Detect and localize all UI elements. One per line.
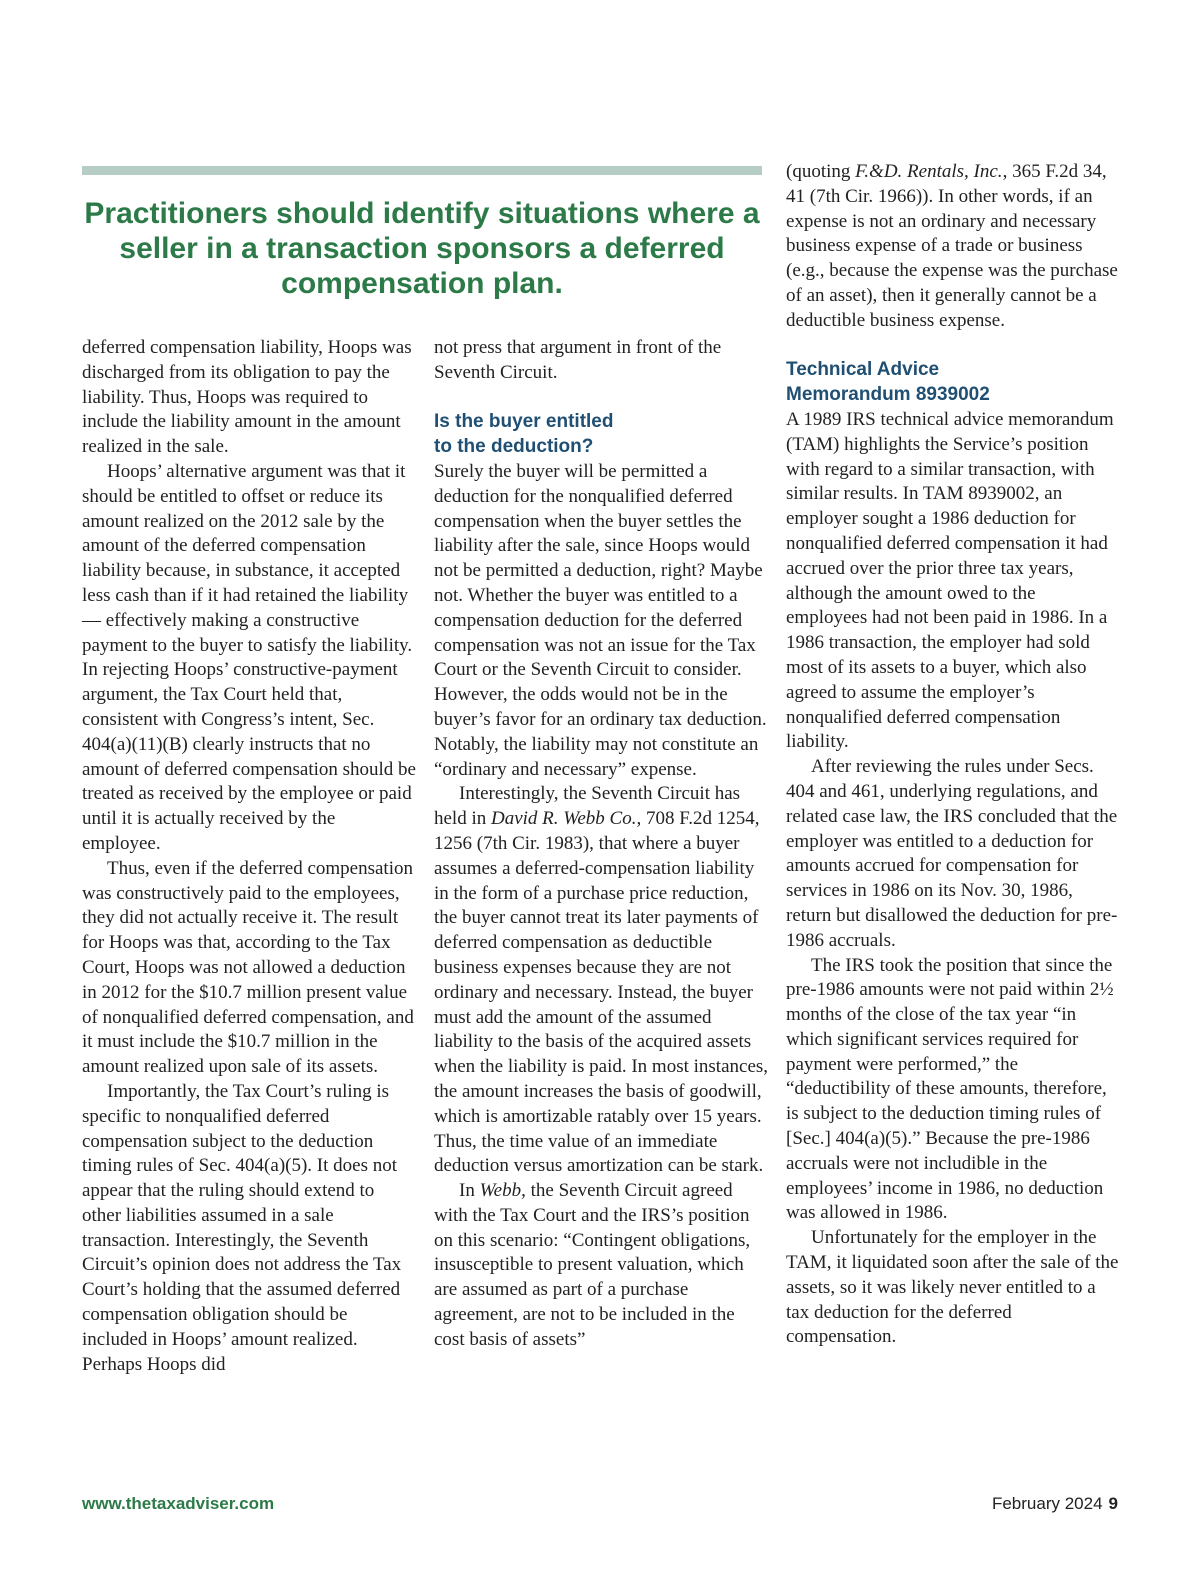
- paragraph: After reviewing the rules under Secs. 404 and 461, underlying regulations, and related case law, the IRS concluded that the employer was entitled to a deduction for amounts accrued for compensation for services in 1986 on its Nov. 30, 1986, return but disallowed the deduction for pre-1986 accruals.: [786, 756, 1118, 951]
- paragraph: Unfortunately for the employer in the TAM, it liquidated soon after the sale of the assets, so it was likely never entitled to a tax deduction for the deferred compensation.: [786, 1227, 1119, 1348]
- paragraph: not press that argument in front of the Seventh Circuit.: [434, 337, 722, 383]
- article-column-2: [434, 336, 769, 1353]
- pullquote-rule: [82, 166, 762, 175]
- paragraph: deferred compensation liability, Hoops was discharged from its obligation to pay the liability. Thus, Hoops was required to include the liability amount in the amount realized in the sale.: [82, 337, 412, 458]
- footer-issue: [992, 1494, 1118, 1514]
- case-citation: F.&D. Rentals, Inc.: [855, 161, 1003, 182]
- heading-line: Memorandum 8939002: [786, 384, 990, 406]
- section-heading-tam: [786, 358, 1121, 408]
- issue-date: February 2024: [991, 1494, 1103, 1513]
- heading-line: Technical Advice: [786, 359, 940, 381]
- paragraph: The IRS took the position that since the pre-1986 amounts were not paid within 2½ months of the close of the tax year “in which significant services required for payment were performed,” the “deductibility of these amounts, therefore, is subject to the deduction timing rules of [Sec.] 404(a)(5).” Because the pre-1986 accruals were not includible in the employees’ income in 1986, no deduction was allowed in 1986.: [786, 954, 1114, 1224]
- paragraph: A 1989 IRS technical advice memorandum (TAM) highlights the Service’s position with regard to a similar transaction, with similar results. In TAM 8939002, an employer sought a 1986 deduction for nonqualified deferred compensation it had accrued over the prior three tax years, although the amount owed to the employees had not been paid in 1986. In a 1986 transaction, the employer had sold most of its assets to a buyer, which also agreed to assume the employer’s nonqualified deferred compensation liability.: [786, 408, 1114, 753]
- text-run: 708 F.2d 1254, 1256 (7th Cir. 1983), that where a buyer assumes a deferred-compensation liability in the form of a purchase price reduction, the buyer cannot treat its later payments of deferred compensation as deductible business expenses because they are not ordinary and necessary. Instead, the buyer must add the amount of the assumed liability to the basis of the acquired assets when the liability is paid. In most instances, the amount increases the basis of goodwill, which is amortizable ratably over 15 years. Thus, the time value of an immediate deduction versus amortization can be stark.: [434, 808, 769, 1177]
- paragraph: [786, 160, 1121, 334]
- paragraph: [434, 1179, 769, 1353]
- footer-website-link[interactable]: www.thetaxadviser.com: [82, 1494, 275, 1513]
- paragraph: Surely the buyer will be permitted a deduction for the nonqualified deferred compensation when the buyer settles the liability after the sale, since Hoops would not be permitted a deduction, right? Maybe not. Whether the buyer was entitled to a compensation deduction for the deferred compensation was not an issue for the Tax Court or the Seventh Circuit to consider. However, the odds would not be in the buyer’s favor for an ordinary tax deduction. Notably, the liability may not constitute an “ordinary and necessary” expense.: [434, 460, 767, 780]
- text-run: In: [459, 1180, 480, 1202]
- paragraph: Thus, even if the deferred compensation was constructively paid to the employees, they did not actually receive it. The result for Hoops was that, according to the Tax Court, Hoops was not allowed a deduction in 2012 for the $10.7 million present value of nonqualified deferred compensation, and it must include the $10.7 million in the amount realized upon sale of its assets.: [82, 857, 414, 1078]
- paragraph: Hoops’ alternative argument was that it should be entitled to offset or reduce its amount realized on the 2012 sale by the amount of the deferred compensation liability because, in substance, it accepted less cash than if it had retained the liability — effectively making a constructive payment to the buyer to satisfy the liability. In rejecting Hoops’ constructive-payment argument, the Tax Court held that, consistent with Congress’s intent, Sec. 404(a)(11)(B) clearly instructs that no amount of deferred compensation should be treated as received by the employee or paid until it is actually received by the employee.: [82, 460, 416, 854]
- text-run: , the Seventh Circuit agreed with the Tax Court and the IRS’s position on this scenario: “Contingent obligations, insusceptible to present valuation, which are assumed as part of a purchase agreement, are not to be included in the cost basis of assets”: [434, 1180, 751, 1350]
- section-heading-buyer-deduction: [434, 410, 769, 460]
- text-run: , 365 F.2d 34, 41 (7th Cir. 1966)). In other words, if an expense is not an ordinary and necessary business expense of a trade or business (e.g., because the expense was the purchase of an asset), then it generally cannot be a deductible business expense.: [786, 161, 1118, 331]
- text-run: Interestingly, the Seventh Circuit has held in: [434, 783, 741, 830]
- page-number: 9: [1108, 1494, 1118, 1513]
- text-run: (quoting: [786, 161, 856, 182]
- paragraph: Importantly, the Tax Court’s ruling is specific to nonqualified deferred compensation subject to the deduction timing rules of Sec. 404(a)(5). It does not appear that the ruling should extend to other liabilities assumed in a sale transaction. Interestingly, the Seventh Circuit’s opinion does not address the Tax Court’s holding that the assumed deferred compensation obligation should be included in Hoops’ amount realized. Perhaps Hoops did: [82, 1080, 402, 1375]
- heading-line: Is the buyer entitled: [434, 411, 614, 433]
- paragraph: [434, 782, 769, 1179]
- case-citation: David R. Webb Co.,: [491, 808, 642, 830]
- heading-line: to the deduction?: [434, 436, 594, 458]
- pullquote: Practitioners should identify situations where a seller in a transaction sponsors a deferred compensation plan.: [84, 197, 760, 300]
- article-column-1: [82, 336, 417, 1377]
- article-column-3: [786, 160, 1121, 1350]
- case-citation: Webb: [479, 1180, 522, 1202]
